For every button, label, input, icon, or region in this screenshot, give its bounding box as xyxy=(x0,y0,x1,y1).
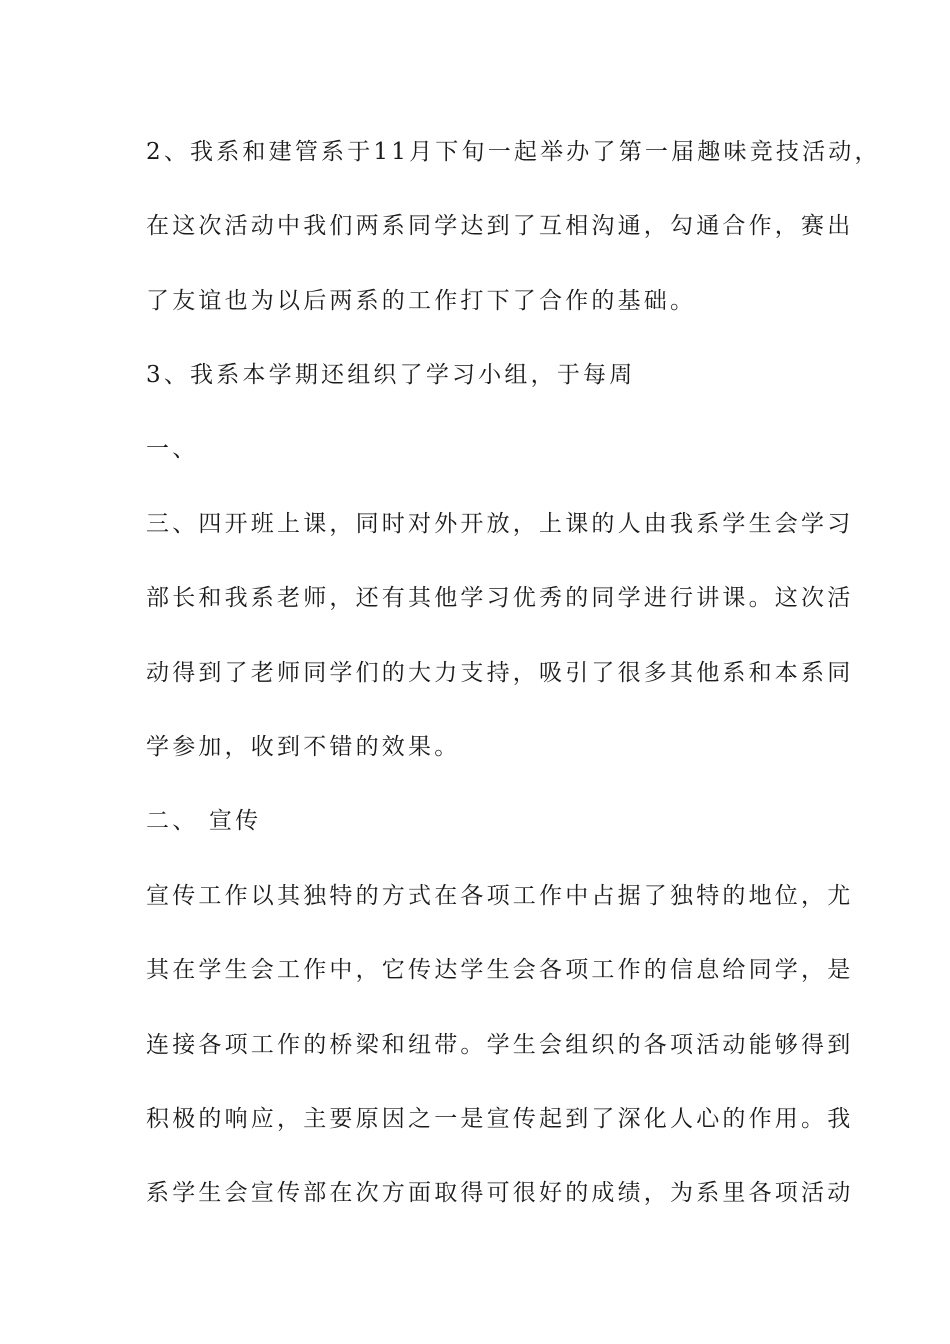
paragraph-line: 一、 xyxy=(146,436,199,462)
paragraph-line: 2、我系和建管系于11月下旬一起举办了第一届趣味竞技活动， xyxy=(146,139,881,165)
paragraph-line: 三、四开班上课，同时对外开放，上课的人由我系学生会学习 xyxy=(146,511,854,537)
paragraph-line: 积极的响应，主要原因之一是宣传起到了深化人心的作用。我 xyxy=(146,1106,854,1132)
paragraph-line: 连接各项工作的桥梁和纽带。学生会组织的各项活动能够得到 xyxy=(146,1032,854,1058)
paragraph-line: 部长和我系老师，还有其他学习优秀的同学进行讲课。这次活 xyxy=(146,585,854,611)
section-heading: 二、 宣传 xyxy=(146,808,262,834)
paragraph-line: 3、我系本学期还组织了学习小组，于每周 xyxy=(146,362,636,388)
paragraph-line: 在这次活动中我们两系同学达到了互相沟通，勾通合作，赛出 xyxy=(146,213,854,239)
paragraph-line: 系学生会宣传部在次方面取得可很好的成绩，为系里各项活动 xyxy=(146,1180,854,1206)
paragraph-line: 宣传工作以其独特的方式在各项工作中占据了独特的地位，尤 xyxy=(146,883,854,909)
paragraph-line: 学参加，收到不错的效果。 xyxy=(146,734,461,760)
paragraph-line: 其在学生会工作中，它传达学生会各项工作的信息给同学，是 xyxy=(146,957,854,983)
paragraph-line: 动得到了老师同学们的大力支持，吸引了很多其他系和本系同 xyxy=(146,660,854,686)
paragraph-line: 了友谊也为以后两系的工作打下了合作的基础。 xyxy=(146,288,697,314)
